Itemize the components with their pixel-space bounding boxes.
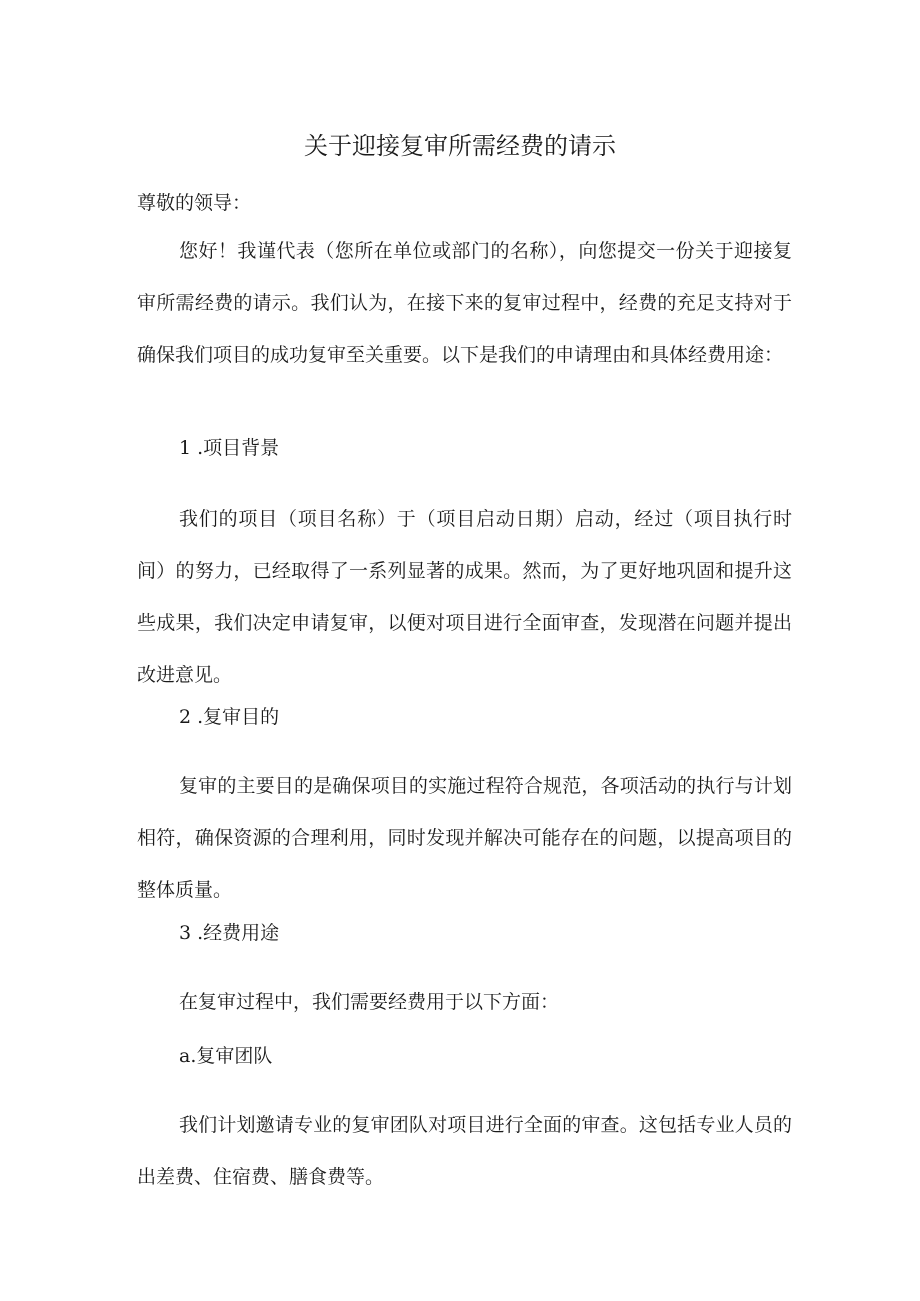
section-body-review-purpose: 复审的主要目的是确保项目的实施过程符合规范，各项活动的执行与计划相符，确保资源的合理利用，同时发现并解决可能存在的问题，以提高项目的整体质量。 bbox=[137, 775, 792, 901]
section-body-project-background: 我们的项目（项目名称）于（项目启动日期）启动，经过（项目执行时间）的努力，已经取得了一系列显著的成果。然而，为了更好地巩固和提升这些成果，我们决定申请复审，以便对项目进行全面审查，发现潜在问题并提出改进意见。 bbox=[137, 508, 792, 686]
salutation: 尊敬的领导： bbox=[137, 192, 252, 214]
section-body-fund-usage: 在复审过程中，我们需要经费用于以下方面： bbox=[179, 991, 560, 1013]
document-title: 关于迎接复审所需经费的请示 bbox=[304, 132, 616, 160]
intro-paragraph: 您好！我谨代表（您所在单位或部门的名称），向您提交一份关于迎接复审所需经费的请示。我们认为，在接下来的复审过程中，经费的充足支持对于确保我们项目的成功复审至关重要。以下是我们的申请理由和具体经费用途： bbox=[137, 240, 792, 366]
section-heading-project-background: 1 .项目背景 bbox=[179, 437, 280, 459]
section-heading-review-purpose: 2 .复审目的 bbox=[179, 706, 280, 728]
subsection-heading-review-team: a.复审团队 bbox=[179, 1045, 273, 1067]
section-heading-fund-usage: 3 .经费用途 bbox=[179, 922, 280, 944]
subsection-body-review-team: 我们计划邀请专业的复审团队对项目进行全面的审查。这包括专业人员的出差费、住宿费、膳食费等。 bbox=[137, 1114, 792, 1188]
